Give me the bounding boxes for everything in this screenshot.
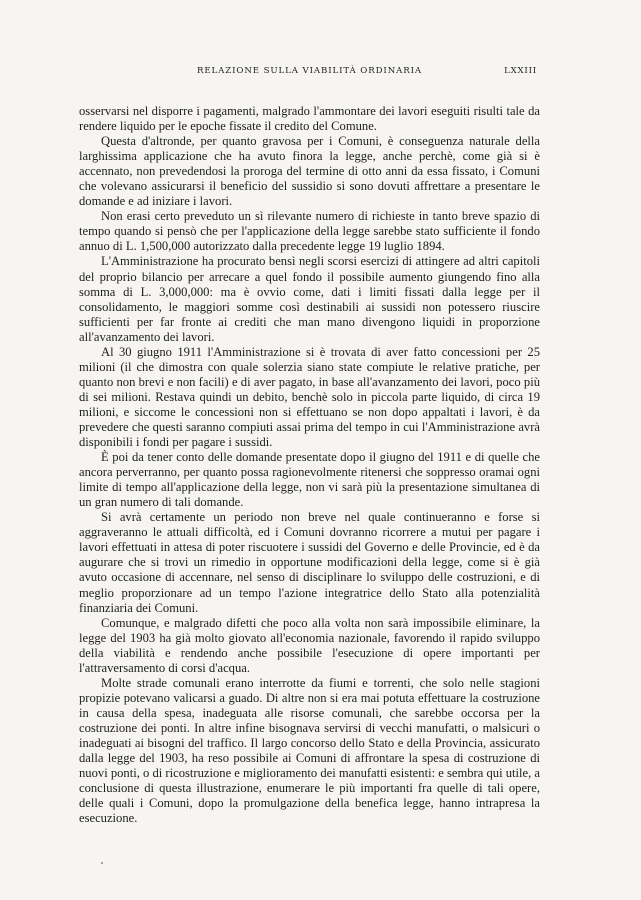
paragraph-4: L'Amministrazione ha procurato bensì negli scorsi esercizi di attingere ad altri capitoli del proprio bilancio per arrecare a quel fondo il possibile aumento giungendo fino alla somma di L. 3,000,000: ma è ovvio come, dati i limiti fissati dalla legge per il consolidamento, le maggiori somme così destinabili ai sussidi non potessero riuscire sufficienti per far fronte ai crediti che man mano divengono liquidi in proporzione all'avanzamento dei lavori. — [79, 254, 540, 344]
paragraph-7: Si avrà certamente un periodo non breve nel quale continueranno e forse si aggraveranno le attuali difficoltà, ed i Comuni dovranno ricorrere a mutui per pagare i lavori effettuati in attesa di poter riscuotere i sussidi del Governo e delle Provincie, ed è da augurare che si trovi un rimedio in opportune modificazioni della legge, come si è già avuto occasione di accennare, nel senso di disciplinare lo sviluppo delle costruzioni, e di meglio proporzionare ad un tempo l'azione integratrice dello Stato alla potenzialità finanziaria dei Comuni. — [79, 510, 540, 615]
running-title: RELAZIONE SULLA VIABILITÀ ORDINARIA — [197, 66, 422, 76]
paragraph-1: osservarsi nel disporre i pagamenti, malgrado l'ammontare dei lavori eseguiti risulti tale da rendere liquido per le epoche fissate il credito del Comune. — [79, 104, 540, 134]
scan-speck — [101, 862, 103, 864]
paragraph-6: È poi da tener conto delle domande presentate dopo il giugno del 1911 e di quelle che ancora perverranno, per quanto possa ragionevolmente ritenersi che soppresso oramai ogni limite di tempo all'applicazione della legge, non vi sarà più la presentazione simultanea di un gran numero di tali domande. — [79, 450, 540, 510]
paragraph-9: Molte strade comunali erano interrotte da fiumi e torrenti, che solo nelle stagioni propizie potevano valicarsi a guado. Di altre non si era mai potuta effettuare la costruzione in causa della spesa, inadeguata alle risorse comunali, che sarebbe occorsa per la costruzione dei ponti. In altre infine bisognava servirsi di vecchi manufatti, o malsicuri o inadeguati ai bisogni del traffico. Il largo concorso dello Stato e della Provincia, assicurato dalla legge del 1903, ha reso possibile ai Comuni di affrontare la spesa di costruzione di nuovi ponti, o di ricostruzione e miglioramento dei manufatti esistenti: e sembra qui utile, a conclusione di questa illustrazione, enumerare le più importanti fra quelle di tali opere, delle quali i Comuni, dopo la promulgazione della benefica legge, hanno intrapresa la esecuzione. — [79, 675, 540, 826]
paragraph-3: Non erasi certo preveduto un sì rilevante numero di richieste in tanto breve spazio di tempo quando si pensò che per l'applicazione della legge sarebbe stato sufficiente il fondo annuo di L. 1,500,000 autorizzato dalla precedente legge 19 luglio 1894. — [79, 209, 540, 254]
page-number: LXXIII — [504, 66, 537, 76]
body-text — [79, 104, 540, 826]
running-header — [82, 64, 537, 78]
paragraph-8: Comunque, e malgrado difetti che poco alla volta non sarà impossibile eliminare, la legge del 1903 ha già molto giovato all'economia nazionale, favorendo il rapido sviluppo della viabilità e rendendo anche possibile l'esecuzione di opere importanti per l'attraversamento di corsi d'acqua. — [79, 615, 540, 675]
paragraph-5: Al 30 giugno 1911 l'Amministrazione si è trovata di aver fatto concessioni per 25 milioni (il che dimostra con quale solerzia siano state compiute le relative pratiche, per quanto non brevi e non facili) e di aver pagato, in base all'avanzamento dei lavori, poco più di sei milioni. Restava quindi un debito, benchè solo in piccola parte liquido, di circa 19 milioni, e siccome le concessioni non si effettuano se non dopo appaltati i lavori, è da prevedere che questi saranno compiuti assai prima del tempo in cui l'Amministrazione avrà disponibili i fondi per pagare i sussidi. — [79, 344, 540, 450]
paragraph-2: Questa d'altronde, per quanto gravosa per i Comuni, è conseguenza naturale della larghissima applicazione che ha avuto finora la legge, anche perchè, come già si è accennato, non prevedendosi la proroga del termine di otto anni da essa fissato, i Comuni che volevano assicurarsi il beneficio del sussidio si sono dovuti affrettare a presentare le domande e ad iniziare i lavori. — [79, 134, 540, 209]
